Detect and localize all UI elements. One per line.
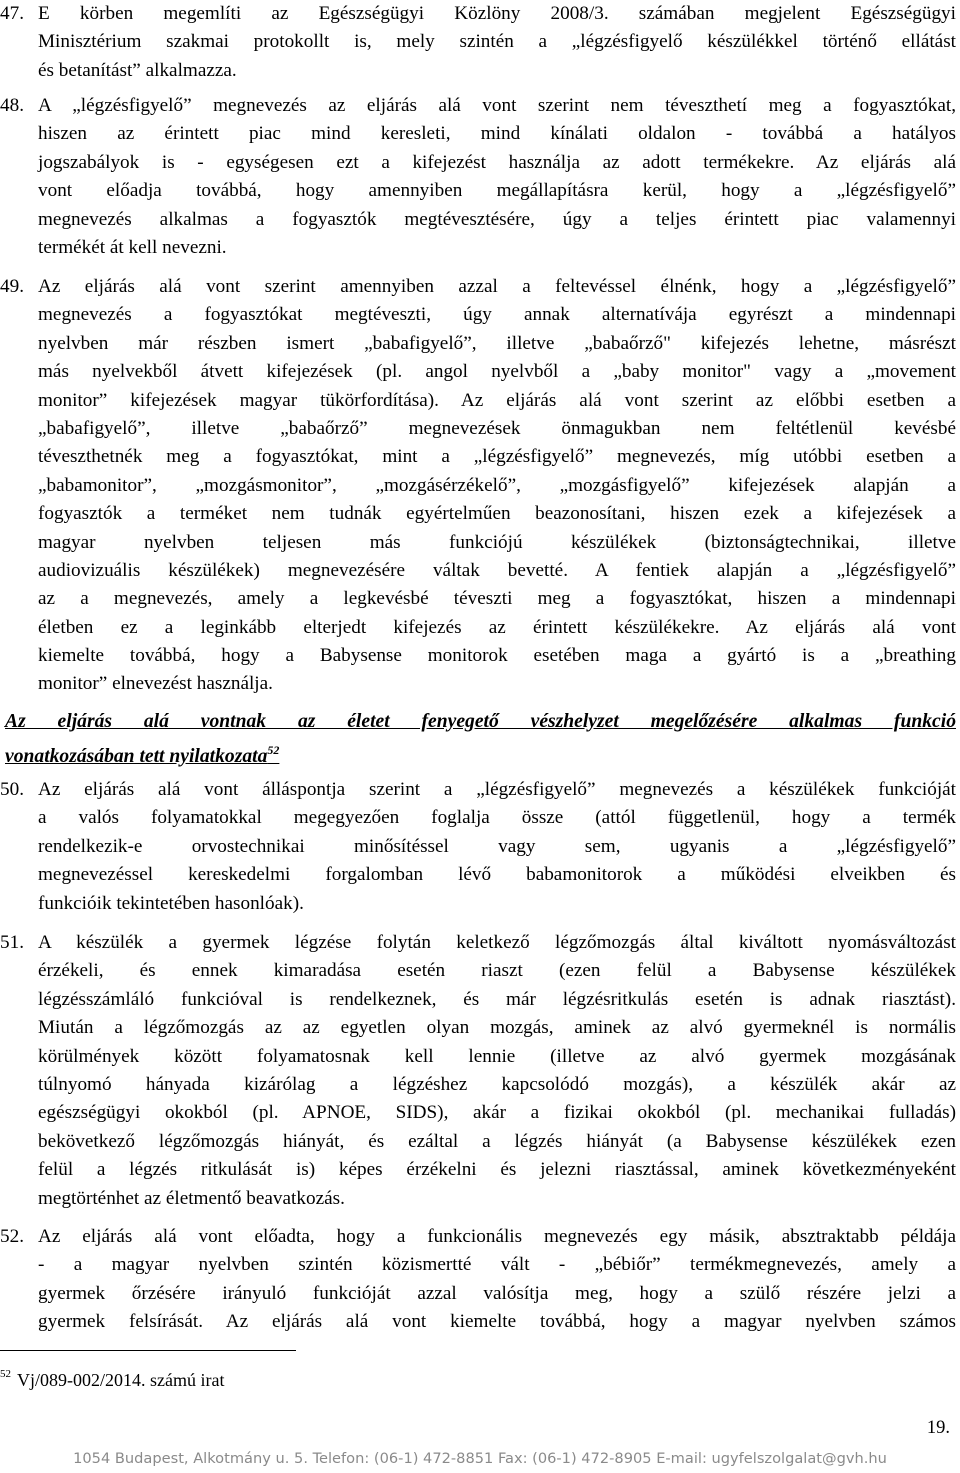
- text-line: Az eljárás alá vont álláspontja szerint a „légzésfigyelő” megnevezés a készülékek funkcióját: [38, 779, 956, 800]
- address-footer: 1054 Budapest, Alkotmány u. 5. Telefon: (06-1) 472-8851 Fax: (06-1) 472-8905 E-mail: ugyfelszolgalat@gvh.hu: [73, 1450, 887, 1467]
- heading-text: vonatkozásában tett nyilatkozata: [5, 746, 268, 767]
- text-line: és betanítást” alkalmazza.: [38, 59, 237, 81]
- text-line: hiszen az érintett piac mind keresleti, mind kínálati oldalon - továbbá a hatályos: [38, 123, 956, 145]
- text-line: megnevezés alkalmas a fogyasztók megtévesztésére, úgy a teljes érintett piac valamennyi: [38, 208, 956, 230]
- paragraph-50: [0, 776, 956, 918]
- footnote-reference[interactable]: 52: [267, 743, 280, 757]
- heading-line: Az eljárás alá vontnak az életet fenyegető vészhelyzet megelőzésére alkalmas funkció: [5, 711, 956, 732]
- text-line: jogszabályok is - egységesen ezt a kifejezést használja az adott termékekre. Az eljárás alá: [38, 151, 956, 173]
- page-number: 19.: [926, 1418, 950, 1438]
- paragraph-number: 50.: [0, 779, 24, 800]
- text-line: A készülék a gyermek légzése folytán keletkező légzőmozgás által kiváltott nyomásváltozást: [38, 932, 956, 953]
- text-line: monitor” kifejezések magyar tükörfordítása). Az eljárás alá vont szerint az előbbi esetben a: [38, 389, 956, 411]
- text-line: Miután a légzőmozgás az az egyetlen olyan mozgás, aminek az alvó gyermeknél is normális: [38, 1017, 956, 1039]
- text-line: körülmények között folyamatosnak kell lennie (illetve az alvó gyermek mozgásának: [38, 1045, 956, 1067]
- text-line: Minisztérium szakmai protokollt is, mely szintén a „légzésfigyelő készülékkel történő ellátást: [38, 31, 956, 53]
- text-line: rendelkezik-e orvostechnikai minősítéssel vagy sem, ugyanis a „légzésfigyelő”: [38, 835, 956, 857]
- text-line: légzésszámláló funkcióval is rendelkeznek, és már légzésritkulás esetén is adnak riasztást).: [38, 988, 956, 1010]
- footnote-text: Vj/089-002/2014. számú irat: [17, 1370, 225, 1390]
- text-line: a valós folyamatokkal megegyezően foglalja össze (attól függetlenül, hogy a termék: [38, 807, 956, 829]
- text-line: nyelvben már részben ismert „babafigyelő”, illetve „babaőrző" kifejezés lehetne, másrészt: [38, 332, 956, 354]
- paragraph-number: 47.: [0, 3, 24, 24]
- paragraph-52: [0, 1223, 956, 1337]
- text-line: termékét át kell nevezni.: [38, 236, 227, 258]
- text-line: funkcióik tekintetében hasonlóak).: [38, 892, 304, 914]
- paragraph-number: 51.: [0, 932, 24, 953]
- text-line: E körben megemlíti az Egészségügyi Közlöny 2008/3. számában megjelent Egészségügyi: [38, 3, 956, 24]
- text-line: életben ez a leginkább elterjedt kifejezés az érintett készülékekre. Az eljárás alá vont: [38, 616, 956, 638]
- text-line: felül a légzés ritkulását is) képes érzékelni és jelezni riasztással, aminek következményeként: [38, 1159, 956, 1181]
- text-line: egészségügyi okokból (pl. APNOE, SIDS), akár a fizikai okokból (pl. mechanikai fulladás): [38, 1102, 956, 1124]
- text-line: magyar nyelvben teljesen más funkciójú készülékek (biztonságtechnikai, illetve: [38, 531, 956, 553]
- text-line: téveszthetnék meg a fogyasztókat, mint a „légzésfigyelő” megnevezés, míg utóbbi esetben a: [38, 446, 956, 468]
- text-line: audiovizuális készülékek) megnevezésére váltak bevetté. A fentiek alapján a „légzésfigyelő”: [38, 559, 956, 581]
- footnote-number: 52: [0, 1368, 11, 1380]
- text-line: megnevezés a fogyasztókat megtéveszti, úgy annak alternatívája egyrészt a mindennapi: [38, 304, 956, 326]
- text-line: gyermek felsírását. Az eljárás alá vont kiemelte továbbá, hogy a magyar nyelvben számos: [38, 1311, 956, 1333]
- text-line: az a megnevezés, amely a legkevésbé téveszti meg a fogyasztókat, hiszen a mindennapi: [38, 588, 956, 610]
- text-line: más nyelvekből átvett kifejezések (pl. angol nyelvből a „baby monitor" vagy a „movement: [38, 361, 956, 383]
- text-line: - a magyar nyelvben szintén közismertté vált - „bébiőr” termékmegnevezés, amely a: [38, 1254, 956, 1276]
- heading-line: [5, 736, 956, 771]
- text-line: gyermek őrzésére irányuló funkcióját azzal valósítja meg, hogy a szülő részére jelzi a: [38, 1282, 956, 1304]
- section-heading: [5, 708, 956, 771]
- text-line: „babafigyelő”, illetve „babaőrző” megnevezések önmagukban nem feltétlenül kevésbé: [38, 417, 956, 439]
- text-line: megtörténhet az életmentő beavatkozás.: [38, 1187, 345, 1209]
- text-line: bekövetkező légzőmozgás hiányát, és ezáltal a légzés hiányát (a Babysense készülékek ezen: [38, 1130, 956, 1152]
- text-line: monitor” elnevezést használja.: [38, 673, 273, 695]
- text-line: A „légzésfigyelő” megnevezés az eljárás alá vont szerint nem téveszthetí meg a fogyasztókat,: [38, 95, 956, 116]
- text-line: túlnyomó hányada kizárólag a légzéshez kapcsolódó mozgás), a készülék akár az: [38, 1073, 956, 1095]
- text-line: fogyasztók a terméket nem tudnák egyértelműen beazonosítani, hiszen ezek a kifejezések a: [38, 503, 956, 525]
- text-line: vont előadja továbbá, hogy amennyiben megállapításra kerül, hogy a „légzésfigyelő”: [38, 180, 956, 202]
- text-line: kiemelte továbbá, hogy a Babysense monitorok esetében maga a gyártó is a „breathing: [38, 645, 956, 667]
- text-line: megnevezéssel kereskedelmi forgalomban lévő babamonitorok a működési elveikben és: [38, 864, 956, 886]
- footnote: [0, 1360, 224, 1394]
- paragraph-number: 52.: [0, 1226, 24, 1247]
- paragraph-number: 48.: [0, 95, 24, 116]
- paragraph-51: [0, 929, 956, 1213]
- paragraph-49: [0, 273, 956, 699]
- footnote-separator: [0, 1350, 296, 1351]
- text-line: „babamonitor”, „mozgásmonitor”, „mozgásérzékelő”, „mozgásfigyelő” kifejezések alapján a: [38, 474, 956, 496]
- paragraph-47: [0, 0, 956, 85]
- text-line: Az eljárás alá vont előadta, hogy a funkcionális megnevezés egy másik, absztraktabb példája: [38, 1226, 956, 1247]
- text-line: érzékeli, és ennek kimaradása esetén riaszt (ezen felül a Babysense készülékek: [38, 960, 956, 982]
- paragraph-48: [0, 92, 956, 262]
- text-line: Az eljárás alá vont szerint amennyiben azzal a feltevéssel élnénk, hogy a „légzésfigyelő”: [38, 276, 956, 297]
- paragraph-number: 49.: [0, 276, 24, 297]
